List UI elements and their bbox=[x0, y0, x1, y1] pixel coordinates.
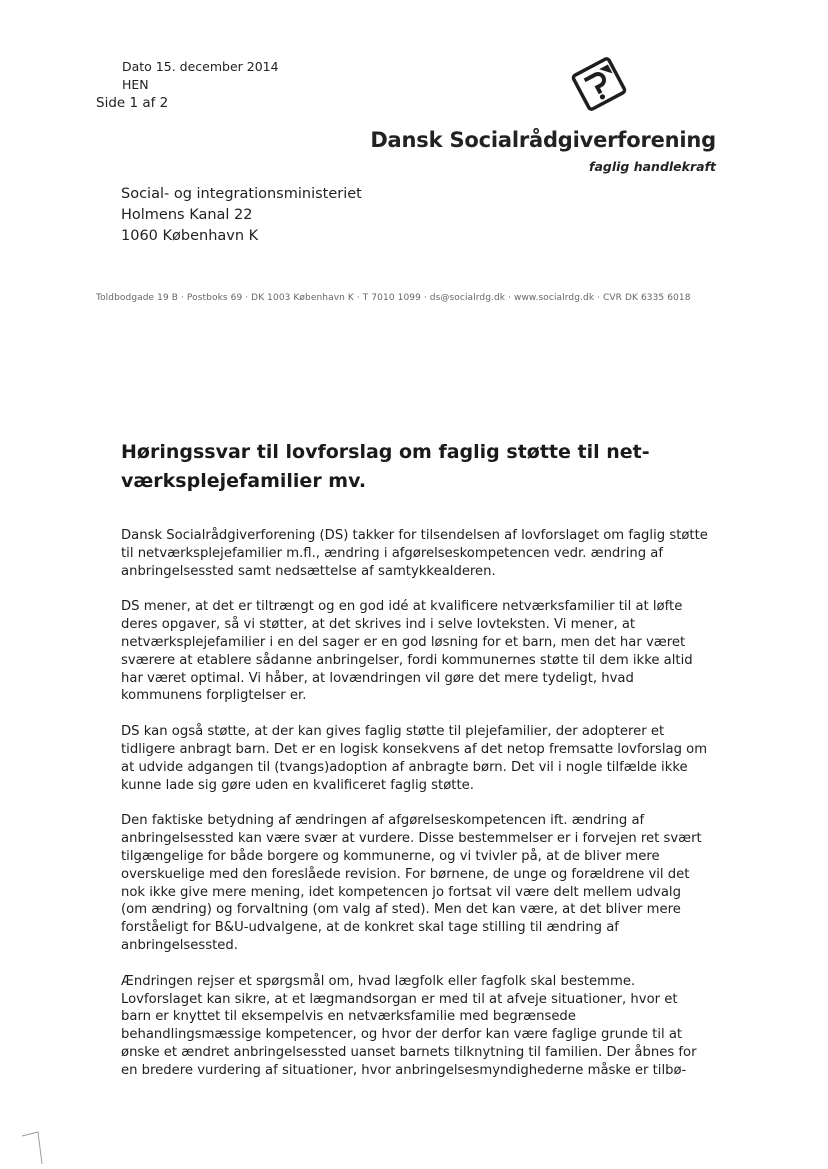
organization-tagline: faglig handlekraft bbox=[589, 159, 716, 174]
document-title: Høringssvar til lovforslag om faglig støtte til net-værksplejefamilier mv. bbox=[121, 441, 650, 492]
body-paragraph: DS kan også støtte, at der kan gives faglig støtte til plejefamilier, der adopterer et tidligere anbragt barn. Det er en logisk konsekvens af det netop fremsatte lovforslag om at udvide adgangen til (tvangs)adoption af anbragte børn. Det vil i nogle tilfælde ikke kunne lade sig gøre uden en kvalificeret faglig støtte. bbox=[121, 724, 708, 793]
body-paragraph: DS mener, at det er tiltrængt og en god idé at kvalificere netværksfamilier til at løfte deres opgaver, så vi støtter, at det skrives ind i selve lovteksten. Vi mener, at netværksplejefamilier i en del sager er en god løsning for et barn, men det har været sværere at etablere sådanne anbringelser, fordi kommunernes støtte til dem ikke altid har været optimal. Vi håber, at lovændringen vil gøre det mere tydeligt, hvad kommunens forpligtelser er. bbox=[121, 599, 693, 704]
body-paragraph: Den faktiske betydning af ændringen af afgørelseskompetencen ift. ændring af anbringelsessted kan være svær at vurdere. Disse bestemmelser er i forvejen ret svært tilgængelige for både borgere og kommunerne, og vi tvivler på, at de bliver mere overskuelige med den foreslåede revision. For børnene, de unge og forældrene vil det nok ikke give mere mening, idet kompetencen jo fortsat vil være delt mellem udvalg (om ændring) og forvaltning (om valg af sted). Men det kan være, at det bliver mere forståeligt for B&U-udvalgene, at de konkret skal tage stilling til ændring af anbringelsessted. bbox=[121, 813, 702, 953]
recipient-address bbox=[121, 184, 362, 247]
scan-corner-mark-icon bbox=[18, 1128, 48, 1166]
ds-logo-icon bbox=[566, 55, 632, 113]
document-body bbox=[121, 527, 711, 1098]
letter-reference: HEN bbox=[122, 77, 149, 92]
body-paragraph: Dansk Socialrådgiverforening (DS) takker for tilsendelsen af lovforslaget om faglig støtte til netværksplejefamilier m.fl., ændring i afgørelseskompetencen vedr. ændring af anbringelsessted samt nedsættelse af samtykkealderen. bbox=[121, 528, 708, 579]
recipient-line: Holmens Kanal 22 bbox=[121, 207, 253, 223]
organization-name: Dansk Socialrådgiverforening bbox=[370, 128, 716, 152]
recipient-line: Social- og integrationsministeriet bbox=[121, 186, 362, 202]
recipient-line: 1060 København K bbox=[121, 228, 259, 244]
body-paragraph: Ændringen rejser et spørgsmål om, hvad lægfolk eller fagfolk skal bestemme. Lovforslaget kan sikre, at et lægmandsorgan er med til at afveje situationer, hvor et barn er knyttet til eksempelvis en netværksfamilie med begrænsede behandlingsmæssige kompetencer, og hvor der derfor kan være faglige grunde til at ønske et ændret anbringelsessted uanset barnets tilknytning til familien. Der åbnes for en bredere vurdering af situationer, hvor anbringelsesmyndighederne måske er tilbø- bbox=[121, 973, 697, 1078]
organization-address-line: Toldbodgade 19 B · Postboks 69 · DK 1003 København K · T 7010 1099 · ds@socialrdg.dk · www.socialrdg.dk · CVR DK 6335 6018 bbox=[96, 293, 691, 303]
page-number: Side 1 af 2 bbox=[96, 95, 169, 111]
letter-date: Dato 15. december 2014 bbox=[122, 59, 279, 74]
